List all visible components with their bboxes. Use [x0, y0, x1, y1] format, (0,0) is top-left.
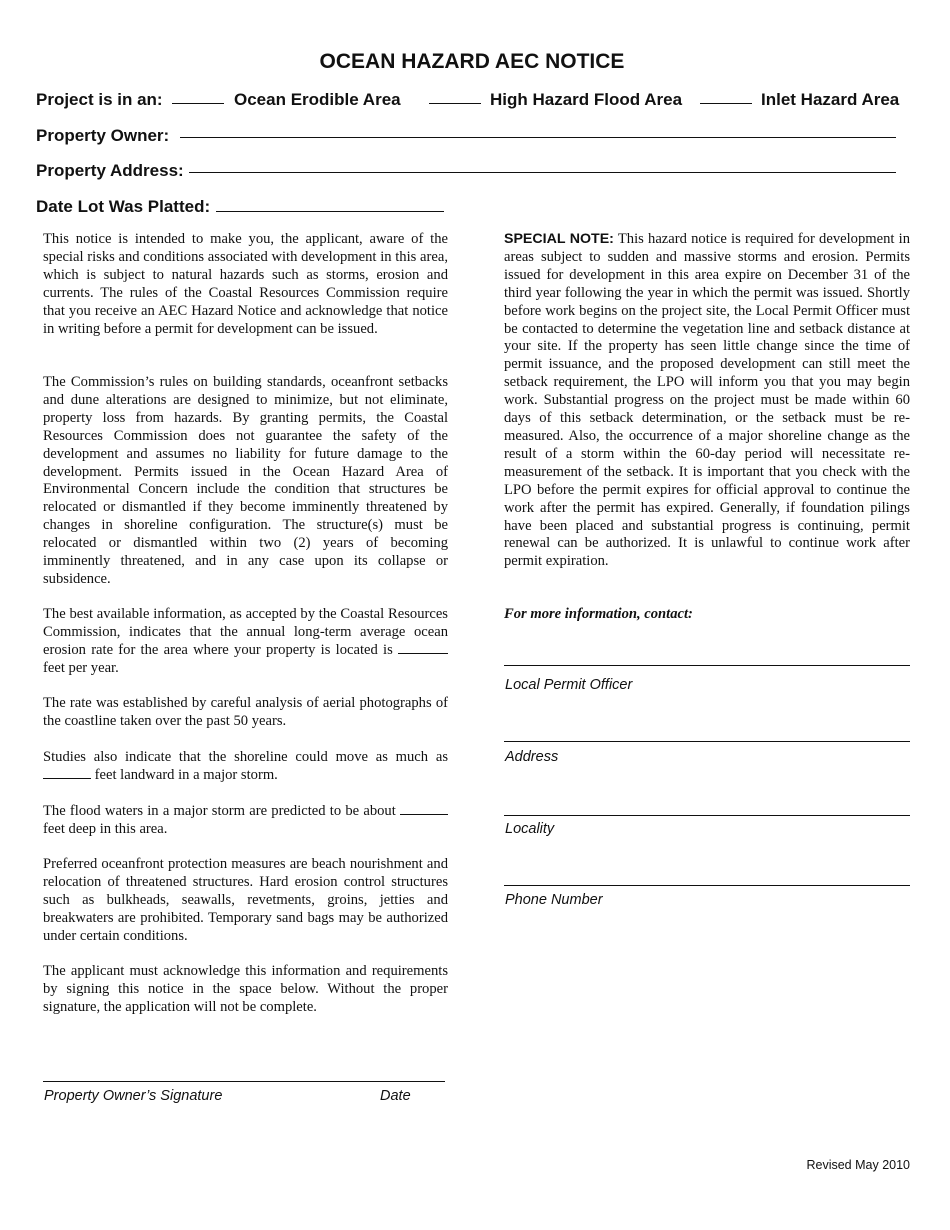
date-platted-label: Date Lot Was Platted: [36, 197, 211, 216]
flood-depth-field[interactable] [400, 803, 448, 815]
erosion-rate-unit: feet per year. [43, 659, 119, 676]
special-note-paragraph [504, 231, 910, 571]
contact-locality-field[interactable] [504, 815, 910, 816]
property-address-field[interactable] [189, 172, 896, 173]
flood-depth-paragraph [43, 803, 448, 839]
shoreline-move-text: Studies also indicate that the shoreline could move as much as [43, 749, 448, 765]
shoreline-move-unit: feet landward in a major storm. [94, 766, 278, 783]
local-permit-officer-field[interactable] [504, 665, 910, 666]
contact-address-label: Address [505, 749, 559, 765]
page-title: OCEAN HAZARD AEC NOTICE [319, 50, 625, 73]
erosion-rate-paragraph [43, 606, 448, 678]
inlet-hazard-checkbox-line[interactable] [700, 103, 752, 104]
contact-phone-label: Phone Number [505, 892, 603, 908]
high-hazard-flood-area-label: High Hazard Flood Area [490, 90, 683, 109]
contact-locality-label: Locality [505, 821, 555, 837]
ocean-erodible-checkbox-line[interactable] [172, 103, 224, 104]
shoreline-move-field[interactable] [43, 767, 91, 779]
property-owner-label: Property Owner: [36, 126, 170, 145]
signature-date-label: Date [380, 1088, 411, 1104]
signature-field[interactable] [43, 1081, 445, 1082]
contact-heading: For more information, contact: [504, 606, 693, 622]
special-note-label: SPECIAL NOTE: [504, 231, 614, 247]
high-hazard-flood-checkbox-line[interactable] [429, 103, 481, 104]
acknowledge-paragraph: The applicant must acknowledge this information and requirements by signing this notice in the space below. Without the proper signature, the application will not be complete. [43, 963, 448, 1015]
commission-rules-paragraph: The Commission’s rules on building standards, oceanfront setbacks and dune alterations are designed to minimize, but not eliminate, property loss from hazards. By granting permits, the Coastal Resources Commission does not guarantee the safety of the development and assumes no liability for future damage to the development. Permits issued in the Ocean Hazard Area of Environmental Concern include the condition that structures be relocated or dismantled if they become imminently threatened by changes in shoreline configuration. The structure(s) must be relocated or dismantled within two (2) years of becoming imminently threatened, and in any case upon its collapse or subsidence. [43, 374, 448, 587]
protection-measures-paragraph: Preferred oceanfront protection measures are beach nourishment and relocation of threatened structures. Hard erosion control structures such as bulkheads, seawalls, revetments, groins, jetties and breakwaters are prohibited. Temporary sand bags may be authorized under certain conditions. [43, 856, 448, 944]
ocean-erodible-area-label: Ocean Erodible Area [234, 90, 401, 109]
property-owner-field[interactable] [180, 137, 896, 138]
erosion-rate-text: The best available information, as accepted by the Coastal Resources Commission, indicates that the annual long-term average ocean erosion rate for the area where your property is located is [43, 606, 448, 658]
special-note-text: This hazard notice is required for development in areas subject to sudden and massive storms and erosion. Permits issued for development in this area expire on December 31 of the third year following the year in which the permit was issued. Shortly before work begins on the project site, the Local Permit Officer must be contacted to determine the vegetation line and setback distance at your site. If the property has seen little change since the time of permit issuance, and the proposed development can still meet the setback requirement, the LPO will inform you that you may begin work. Substantial progress on the project must be made within 60 days of this setback determination, or the setback must be re-measured. Also, the occurrence of a major shoreline change as the result of a storm within the 60-day period will necessitate re-measurement of the setback. It is important that you check with the LPO before the permit expires for official approval to continue the work after the permit has expired. Generally, if foundation pilings have been placed and substantial progress is continuing, permit renewal can be authorized. It is unlawful to continue work after permit expiration. [504, 231, 910, 570]
rate-analysis-paragraph: The rate was established by careful analysis of aerial photographs of the coastline taken over the past 50 years. [43, 695, 448, 729]
date-platted-field[interactable] [216, 211, 444, 212]
flood-depth-unit: feet deep in this area. [43, 820, 168, 837]
shoreline-move-paragraph [43, 749, 448, 785]
property-address-label: Property Address: [36, 161, 184, 180]
signature-label: Property Owner’s Signature [44, 1088, 223, 1104]
intro-paragraph: This notice is intended to make you, the applicant, aware of the special risks and conditions associated with development in this area, which is subject to natural hazards such as storms, erosion and currents. The rules of the Coastal Resources Commission require that you receive an AEC Hazard Notice and acknowledge that notice in writing before a permit for development can be issued. [43, 231, 448, 337]
project-area-label: Project is in an: [36, 90, 163, 109]
local-permit-officer-label: Local Permit Officer [505, 677, 633, 693]
flood-depth-text: The flood waters in a major storm are predicted to be about [43, 803, 396, 819]
revision-date: Revised May 2010 [806, 1158, 910, 1172]
contact-phone-field[interactable] [504, 885, 910, 886]
inlet-hazard-area-label: Inlet Hazard Area [761, 90, 900, 109]
contact-address-field[interactable] [504, 741, 910, 742]
erosion-rate-field[interactable] [398, 642, 448, 654]
